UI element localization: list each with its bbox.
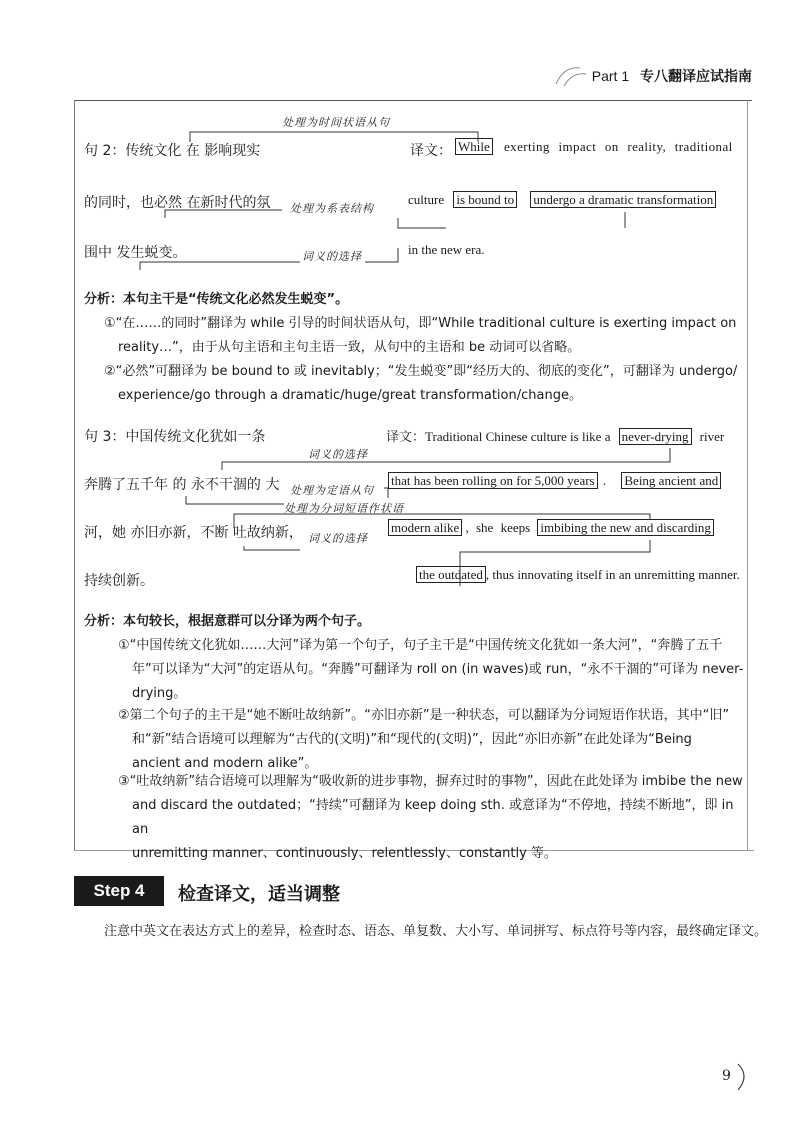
s2-en-line2 <box>408 192 716 208</box>
a3-head: 分析：本句较长，根据意群可以分译为两个句子。 <box>84 614 371 629</box>
s3-en-line4 <box>416 567 740 583</box>
s3-note-word1: 词义的选择 <box>308 448 368 461</box>
s3-label: 句 3： <box>84 429 126 445</box>
s3-cn-line4: 持续创新。 <box>84 573 154 589</box>
a3-p1-line2: 年”可以译为“大河”的定语从句。“奔腾”可翻译为 roll on (in waves)或 run，“永不干涸的”可译为 never- <box>132 662 744 677</box>
s2-note-word: 词义的选择 <box>302 250 362 263</box>
s3-cn-text1: 中国传统文化犹如一条 <box>125 429 266 445</box>
step-title: 检查译文，适当调整 <box>178 884 340 905</box>
a3-p2 <box>118 704 746 776</box>
a3-p3 <box>118 770 746 866</box>
s3-en-tail: , thus innovating itself in an unremitting manner. <box>485 567 740 582</box>
s3-cn-line2: 奔腾了五千年 的 永不干涸的 大 <box>84 477 280 493</box>
part-label: Part 1 <box>591 68 630 84</box>
s3-en-line2: that has been rolling on for 5,000 years . Being ancient and <box>388 473 721 489</box>
s2-cn-line2: 的同时，也必然 在新时代的氛 <box>84 195 271 211</box>
s3-being-box: Being ancient and <box>621 472 721 489</box>
s3-note-word2: 词义的选择 <box>308 532 368 545</box>
s2-note-adverbial: 处理为时间状语从句 <box>282 116 390 129</box>
s3-she-keeps: , she keeps <box>465 520 531 535</box>
s3-note-attr: 处理为定语从句 <box>290 484 374 497</box>
s3-outdated-box: the outdated <box>416 566 486 583</box>
s3-river: river <box>699 429 725 444</box>
s3-note-participle: 处理为分词短语作状语 <box>284 502 404 515</box>
a3-p1-line1: ①“中国传统文化犹如……大河”译为第一个句子，句子主干是“中国传统文化犹如一条大河”，“奔腾了五千 <box>118 638 723 653</box>
a3-p2-line2: 和“新”结合语境可以理解为“古代的(文明)”和“现代的(文明)”，因此“亦旧亦新”在此处译为“Being <box>132 732 692 747</box>
a3-p2-line1: ②第二个句子的主干是“她不断吐故纳新”。“亦旧亦新”是一种状态，可以翻译为分词短语作状语，其中“旧” <box>118 708 730 723</box>
s3-en-text1: Traditional Chinese culture is like a <box>425 429 611 444</box>
s3-never-drying-box: never-drying <box>619 428 692 445</box>
s2-while-box: While <box>455 138 493 155</box>
s2-en-rest1: exerting impact on reality, traditional <box>504 139 733 154</box>
a2-p2-line1: ②“必然”可翻译为 be bound to 或 inevitably；“发生蜕变”即“经历大的、彻底的变化”，可翻译为 undergo/ <box>104 364 738 379</box>
s2-cn-line1 <box>84 140 260 160</box>
s2-cn-text1: 传统文化 在 影响现实 <box>125 143 261 159</box>
s3-en-line3 <box>388 520 714 536</box>
a2-p1 <box>104 312 744 360</box>
s2-cn-line3: 围中 发生蜕变。 <box>84 245 187 261</box>
s3-cn-line1 <box>84 426 265 446</box>
s2-label: 句 2： <box>84 143 126 159</box>
s3-imbibing-box: imbibing the new and discarding <box>537 519 713 536</box>
a2-head: 分析：本句主干是“传统文化必然发生蜕变”。 <box>84 292 349 307</box>
s2-culture: culture <box>408 192 445 207</box>
a3-p3-line1: ③“吐故纳新”结合语境可以理解为“吸收新的进步事物，摒弃过时的事物”，因此在此处译为 imbibe the new <box>118 774 743 789</box>
a2-p2-line2: experience/go through a dramatic/huge/great transformation/change。 <box>118 388 582 403</box>
a2-p1-line2: reality…”，由于从句主语和主句主语一致，从句中的主语和 be 动词可以省略。 <box>118 340 581 355</box>
step-badge: Step 4 <box>74 876 164 906</box>
s2-en-label: 译文： <box>410 143 452 159</box>
chapter-title: 专八翻译应试指南 <box>640 69 752 85</box>
a3-p1 <box>118 634 746 706</box>
s3-en-label: 译文： <box>386 430 426 445</box>
a3-p3-line2: and discard the outdated；“持续”可翻译为 keep doing sth. 或意译为“不停地，持续不断地”，即 in an <box>132 798 734 837</box>
s2-en-line1 <box>455 139 733 155</box>
a3-p2-line3: ancient and modern alike”。 <box>132 756 318 771</box>
s2-note-link: 处理为系表结构 <box>290 202 374 215</box>
a3-p1-line3: drying。 <box>132 686 187 701</box>
s3-rolling-box: that has been rolling on for 5,000 years <box>388 472 598 489</box>
s3-cn-line3: 河，她 亦旧亦新，不断 吐故纳新， <box>84 525 303 541</box>
a2-p2 <box>104 360 744 408</box>
page-number: 9 <box>722 1068 731 1084</box>
s3-en-line1 <box>386 426 724 445</box>
a3-p3-line3: unremitting manner、continuously、relentlessly、constantly 等。 <box>132 846 557 861</box>
s2-undergo-box: undergo a dramatic transformation <box>530 191 716 208</box>
s3-modern-box: modern alike <box>388 519 462 536</box>
a2-p1-line1: ①“在……的同时”翻译为 while 引导的时间状语从句，即“While traditional culture is exerting impact on <box>104 316 737 331</box>
step-body: 注意中英文在表达方式上的差异，检查时态、语态、单复数、大小写、单词拼写、标点符号等内容，最终确定译文。 <box>104 924 768 939</box>
s2-bound-box: is bound to <box>453 191 517 208</box>
s2-en-line3: in the new era. <box>408 242 485 257</box>
